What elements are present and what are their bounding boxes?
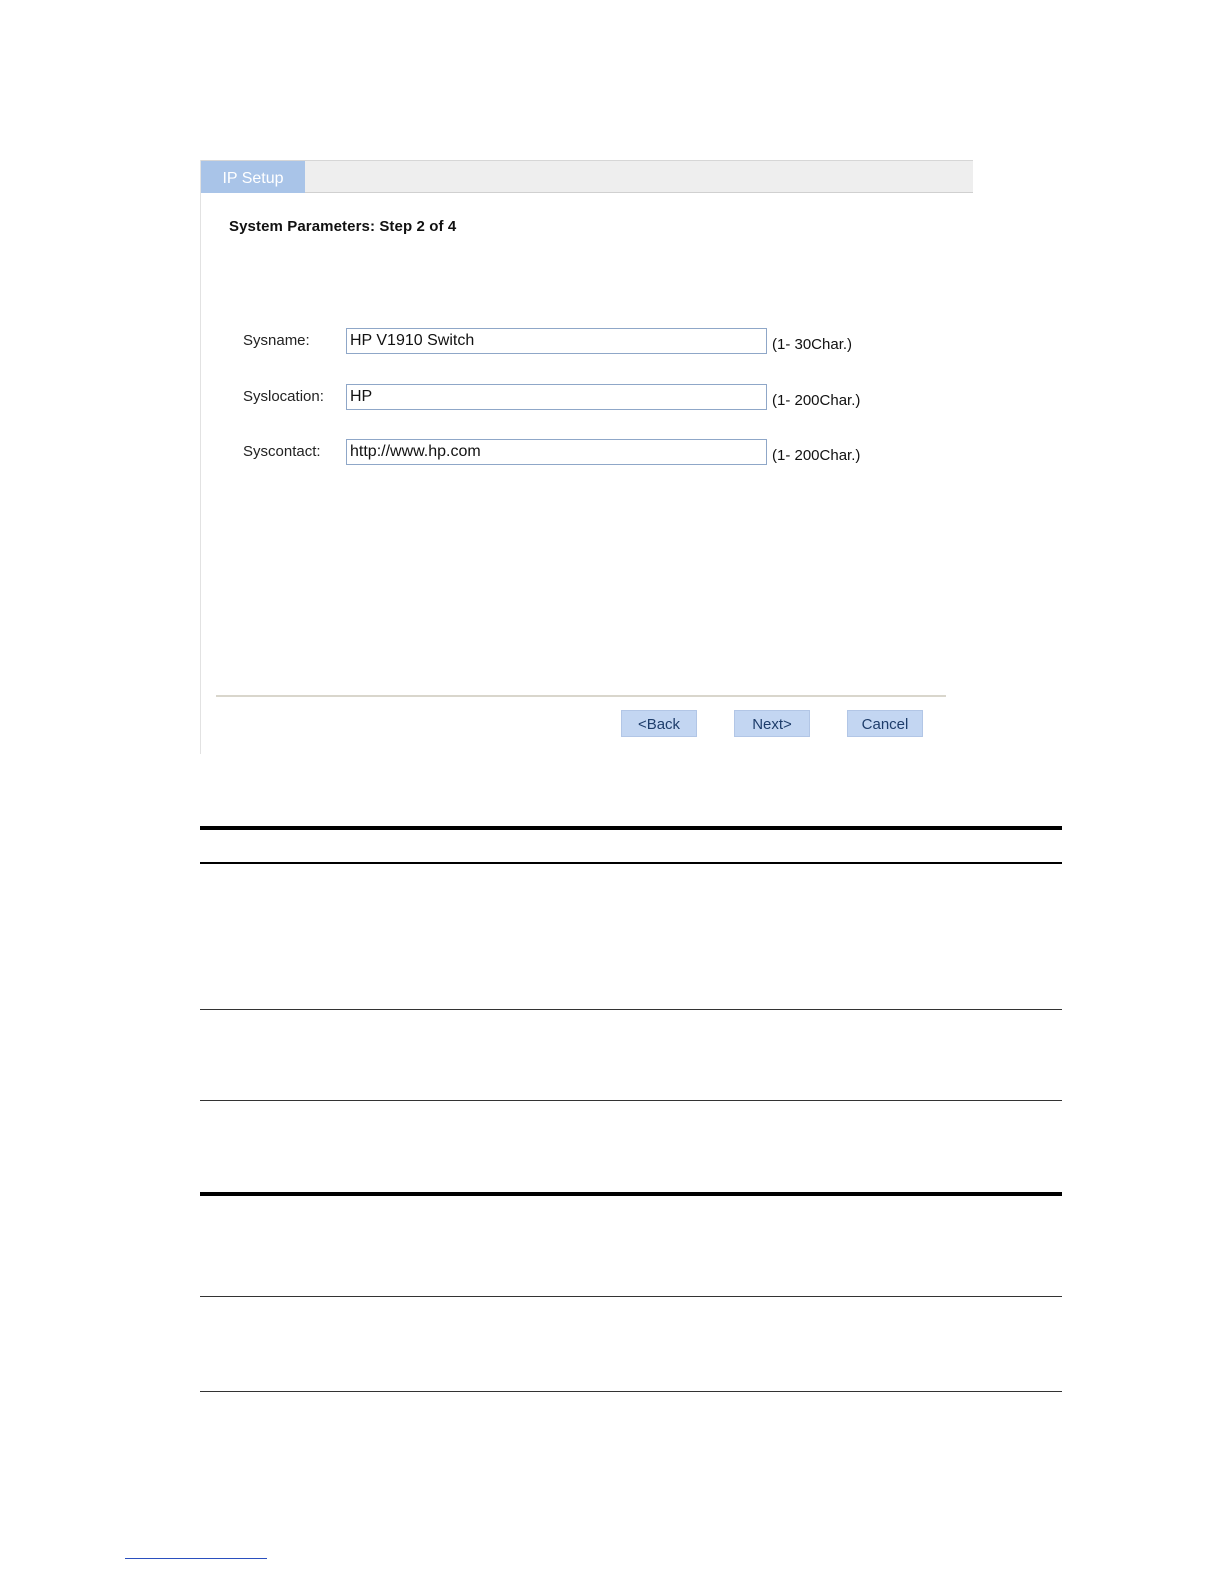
sysname-row [201, 328, 973, 358]
button-divider [216, 695, 946, 697]
back-button[interactable]: <Back [621, 710, 697, 737]
page-title: System Parameters: Step 2 of 4 [229, 218, 457, 235]
tab-ip-setup[interactable]: IP Setup [201, 161, 305, 193]
syslocation-input[interactable] [346, 384, 767, 410]
sysname-hint: (1- 30Char.) [772, 336, 853, 353]
table-row-rule [200, 1009, 1062, 1010]
table-row-rule [200, 1296, 1062, 1297]
table-bottom-rule [200, 1391, 1062, 1392]
footnote-rule [125, 1558, 267, 1559]
tab-bar [201, 160, 973, 193]
sysname-input[interactable] [346, 328, 767, 354]
table-row-rule [200, 1100, 1062, 1101]
table-section-rule [200, 1192, 1062, 1196]
syscontact-label: Syscontact: [243, 443, 321, 460]
table-header-rule [200, 862, 1062, 864]
next-button[interactable]: Next> [734, 710, 810, 737]
syslocation-label: Syslocation: [243, 388, 324, 405]
syscontact-hint: (1- 200Char.) [772, 447, 861, 464]
syscontact-row [201, 439, 973, 469]
table-top-rule [200, 826, 1062, 830]
syslocation-hint: (1- 200Char.) [772, 392, 861, 409]
sysname-label: Sysname: [243, 332, 310, 349]
syslocation-row [201, 384, 973, 414]
cancel-button[interactable]: Cancel [847, 710, 923, 737]
syscontact-input[interactable] [346, 439, 767, 465]
wizard-panel [200, 160, 973, 754]
